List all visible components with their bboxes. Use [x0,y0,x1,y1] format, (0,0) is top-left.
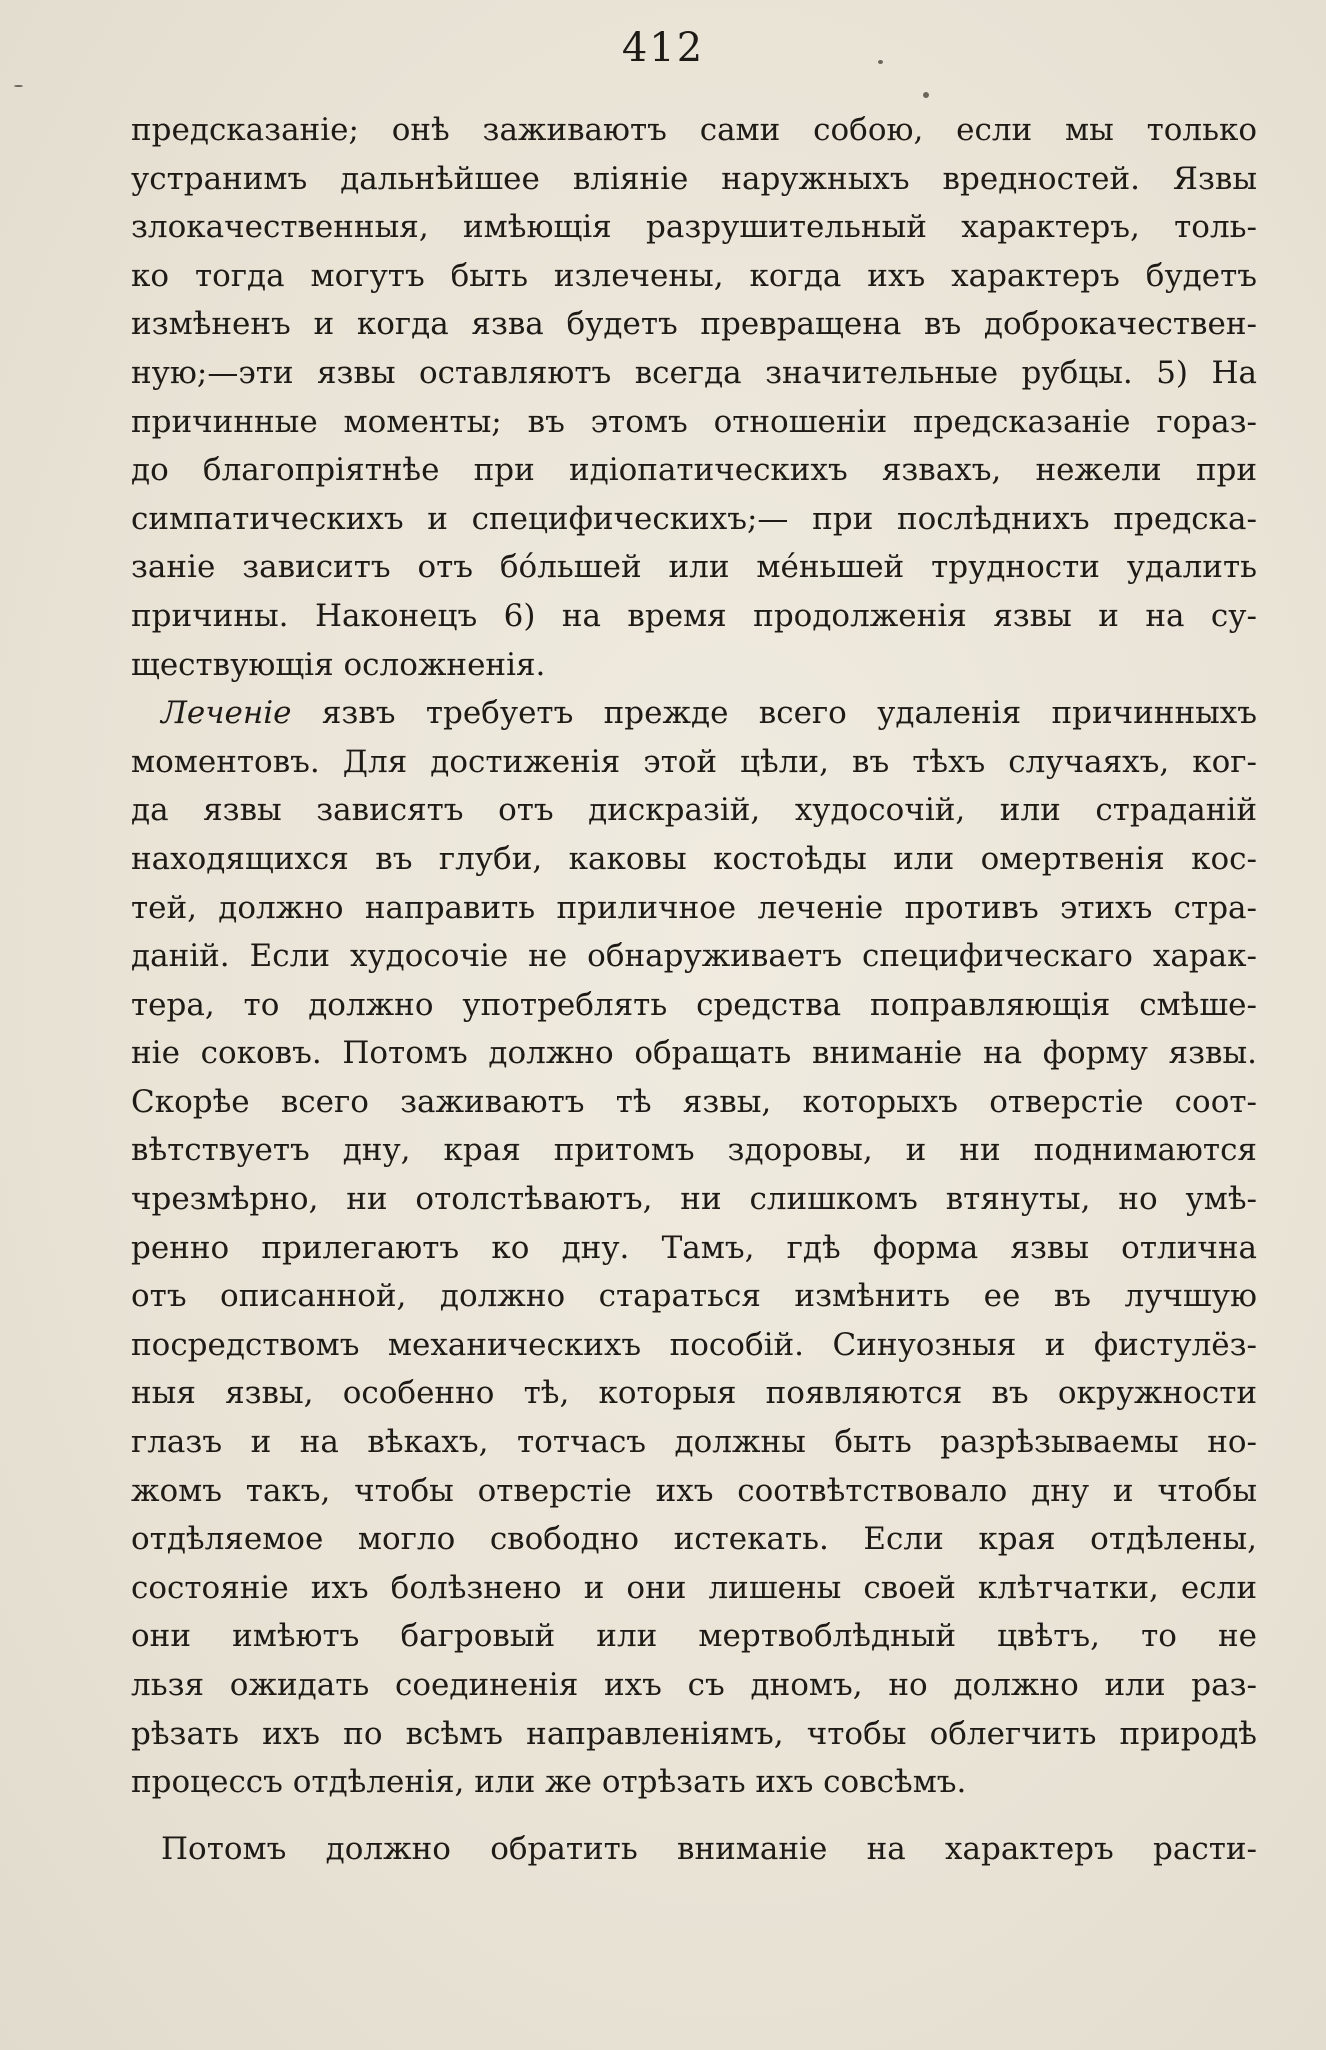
paragraph-gap [131,1807,1257,1825]
text-line: заніе зависитъ отъ бóльшей или мéньшей трудности удалить [131,549,1257,586]
text-line: ренно прилегаютъ ко дну. Тамъ, гдѣ форма язвы отлична [131,1229,1257,1266]
page-number: 412 [621,25,705,71]
text-line: состояніе ихъ болѣзнено и они лишены своей клѣтчатки, если [131,1569,1257,1606]
text-line: рѣзать ихъ по всѣмъ направленіямъ, чтобы облегчить природѣ [131,1715,1257,1752]
text-line: ную;—эти язвы оставляютъ всегда значительные рубцы. 5) На [131,354,1257,391]
text-line: ществующія осложненія. [131,646,546,683]
text-line: тей, должно направить приличное леченіе противъ этихъ стра- [131,889,1257,926]
text-line: Скорѣе всего заживаютъ тѣ язвы, которыхъ отверстіе соот- [131,1083,1257,1120]
text-line: предсказаніе; онѣ заживаютъ сами собою, если мы только [131,112,1257,148]
text-line: симпатическихъ и специфическихъ;— при послѣднихъ предска- [131,500,1257,537]
text-line: ко тогда могутъ быть излечены, когда ихъ характеръ будетъ [131,257,1257,294]
paragraph-character [131,1825,1257,1874]
text-line: причины. Наконецъ 6) на время продолженія язвы и на су- [131,597,1257,634]
text-line: ныя язвы, особенно тѣ, которыя появляются въ окружности [131,1375,1257,1412]
text-line: льзя ожидать соединенія ихъ съ дномъ, но должно или раз- [131,1667,1257,1703]
italic-heading-word: Леченіе [161,695,292,732]
body-text [131,106,1257,1873]
text-line: тера, то должно употреблять средства поправляющія смѣше- [131,986,1257,1023]
text-line: глазъ и на вѣкахъ, тотчасъ должны быть разрѣзываемы но- [131,1424,1257,1461]
text-line: причинные моменты; въ этомъ отношеніи предсказаніе гораз- [131,403,1257,440]
text-line: отдѣляемое могло свободно истекать. Если края отдѣлены, [131,1521,1257,1558]
text-line: находящихся въ глуби, каковы костоѣды или омертвенія кос- [131,840,1257,877]
text-line: посредствомъ механическихъ пособій. Синуозныя и фистулёз- [131,1326,1257,1363]
paragraph-treatment [131,689,1257,1807]
paragraph-prognosis [131,106,1257,689]
text-line: они имѣютъ багровый или мертвоблѣдный цвѣтъ, то не [131,1618,1257,1655]
text-line: вѣтствуетъ дну, края притомъ здоровы, и ни поднимаются [131,1132,1257,1169]
text-line: злокачественныя, имѣющія разрушительный характеръ, толь- [131,209,1257,246]
text-line: ніе соковъ. Потомъ должно обращать вниманіе на форму язвы. [131,1035,1257,1072]
text-line: до благопріятнѣе при идіопатическихъ язвахъ, нежели при [131,452,1257,489]
text-line: даній. Если худосочіе не обнаруживаетъ специфическаго харак- [131,938,1257,975]
text-line: Потомъ должно обратить вниманіе на характеръ расти- [161,1830,1257,1867]
text-line: да язвы зависятъ отъ дискразій, худосочій, или страданій [131,792,1257,829]
text-line: моментовъ. Для достиженія этой цѣли, въ тѣхъ случаяхъ, ког- [131,743,1257,780]
paragraph-first-line [131,689,1257,738]
text-fragment: язвъ требуетъ прежде всего удаленія причинныхъ [291,695,1257,732]
text-line: процессъ отдѣленія, или же отрѣзать ихъ совсѣмъ. [131,1764,967,1801]
text-line: отъ описанной, должно стараться измѣнить ее въ лучшую [131,1278,1257,1315]
text-line: жомъ такъ, чтобы отверстіе ихъ соотвѣтствовало дну и чтобы [131,1472,1257,1509]
text-line: измѣненъ и когда язва будетъ превращена въ доброкачествен- [131,306,1257,343]
ink-speck [923,92,929,98]
text-line: устранимъ дальнѣйшее вліяніе наружныхъ вредностей. Язвы [131,160,1257,197]
text-line: чрезмѣрно, ни отолстѣваютъ, ни слишкомъ втянуты, но умѣ- [131,1181,1257,1218]
ink-speck [878,60,883,64]
ink-speck [14,85,23,87]
